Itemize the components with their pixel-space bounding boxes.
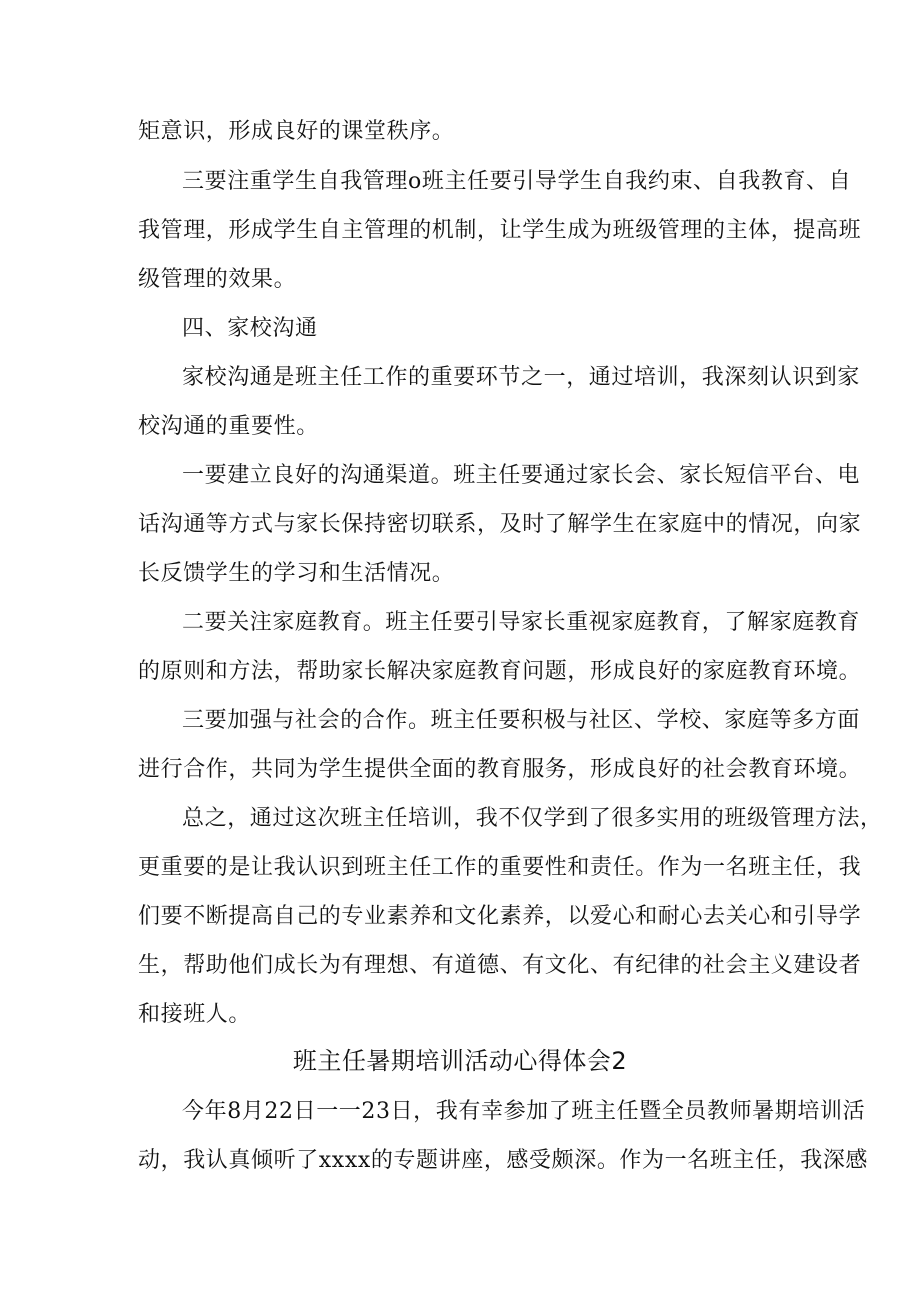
text-line: 级管理的效果。 [138, 267, 297, 292]
paragraph-self-management: 三要注重学生自我管理o班主任要引导学生自我约束、自我教育、自 [182, 169, 852, 194]
text-line: 矩意识，形成良好的课堂秩序。 [138, 119, 455, 144]
text-line: 和接班人。 [138, 1002, 252, 1027]
paragraph-article-intro: 今年8月22日一一23日，我有幸参加了班主任暨全员教师暑期培训活 [182, 1099, 866, 1124]
text-line: 长反馈学生的学习和生活情况。 [138, 561, 455, 586]
paragraph-family-education: 二要关注家庭教育。班主任要引导家长重视家庭教育，了解家庭教育 [182, 610, 861, 635]
article-title: 班主任暑期培训活动心得体会2 [292, 1047, 628, 1075]
paragraph-conclusion: 总之，通过这次班主任培训，我不仅学到了很多实用的班级管理方法， [182, 806, 883, 831]
text-line: 话沟通等方式与家长保持密切联系，及时了解学生在家庭中的情况，向家 [138, 512, 862, 537]
section-heading-home-school: 四、家校沟通 [182, 316, 318, 341]
paragraph-communication-channels: 一要建立良好的沟通渠道。班主任要通过家长会、家长短信平台、电 [182, 463, 861, 488]
text-line: 校沟通的重要性。 [138, 414, 319, 439]
text-line: 我管理，形成学生自主管理的机制，让学生成为班级管理的主体，提高班 [138, 218, 862, 243]
text-line: 进行合作，共同为学生提供全面的教育服务，形成良好的社会教育环境。 [138, 757, 862, 782]
text-line: 的原则和方法，帮助家长解决家庭教育问题，形成良好的家庭教育环境。 [138, 659, 862, 684]
paragraph-home-school-intro: 家校沟通是班主任工作的重要环节之一，通过培训，我深刻认识到家 [182, 365, 861, 390]
text-line: 们要不断提高自己的专业素养和文化素养，以爱心和耐心去关心和引导学 [138, 904, 862, 929]
text-line: 更重要的是让我认识到班主任工作的重要性和责任。作为一名班主任，我 [138, 855, 862, 880]
text-line: 生，帮助他们成长为有理想、有道德、有文化、有纪律的社会主义建设者 [138, 953, 862, 978]
paragraph-social-cooperation: 三要加强与社会的合作。班主任要积极与社区、学校、家庭等多方面 [182, 708, 861, 733]
text-line: 动，我认真倾听了xxxx的专题讲座，感受颇深。作为一名班主任，我深感 [138, 1148, 869, 1173]
